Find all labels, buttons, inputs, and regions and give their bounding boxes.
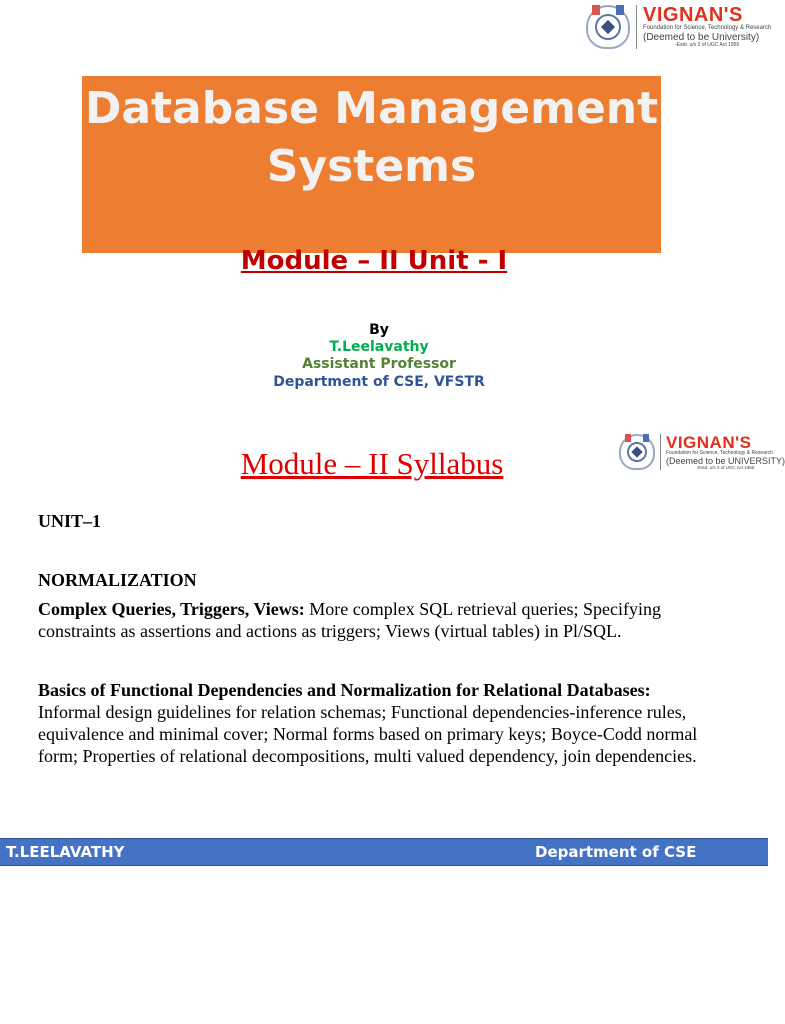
footer-author: T.LEELAVATHY <box>6 843 125 861</box>
topic-description: More complex SQL retrieval queries; Specifying constraints as assertions and actions as triggers; Views (virtual tables) in Pl/SQL. <box>38 599 662 641</box>
author-department: Department of CSE, VFSTR <box>273 374 485 390</box>
section-heading: NORMALIZATION <box>38 570 197 590</box>
author-designation: Assistant Professor <box>302 356 456 372</box>
syllabus-title: Module – II Syllabus <box>240 446 504 481</box>
footer-department: Department of CSE <box>535 843 697 861</box>
topic-description: Informal design guidelines for relation schemas; Functional dependencies-inference rules, equivalence and minimal cover; Normal forms based on primary keys; Boyce-Codd normal form; Properties of relational decompositions, multi valued dependency, join dependencies. <box>38 702 698 766</box>
logo-name: VIGNAN'S <box>666 433 752 452</box>
topic-normalization <box>38 679 738 767</box>
vignan-emblem-icon <box>586 5 630 49</box>
topic-heading: Basics of Functional Dependencies and Normalization for Relational Databases: <box>38 680 651 700</box>
logo-tagline: Foundation for Science, Technology & Research <box>666 450 773 456</box>
logo-deemed: (Deemed to be UNIVERSITY) <box>666 455 785 466</box>
author-name: T.Leelavathy <box>329 339 429 355</box>
topic-heading: Complex Queries, Triggers, Views: <box>38 599 305 619</box>
logo-deemed: (Deemed to be University) <box>643 31 760 43</box>
logo-name: VIGNAN'S <box>643 4 743 26</box>
presentation-title: Database Management Systems <box>84 83 659 192</box>
logo-estd: -Estd. u/s 3 of UGC Act 1956 <box>675 41 740 48</box>
module-unit-heading: Module – II Unit - I <box>240 246 508 276</box>
unit-label: UNIT–1 <box>38 511 102 531</box>
university-logo <box>586 5 771 49</box>
topic-complex-queries <box>38 598 738 642</box>
by-label: By <box>369 322 389 338</box>
logo-tagline: Foundation for Science, Technology & Research <box>643 25 772 31</box>
logo-estd: -Estd. u/s 3 of UGC Act 1956 <box>696 465 755 471</box>
footer-bar <box>0 838 768 866</box>
